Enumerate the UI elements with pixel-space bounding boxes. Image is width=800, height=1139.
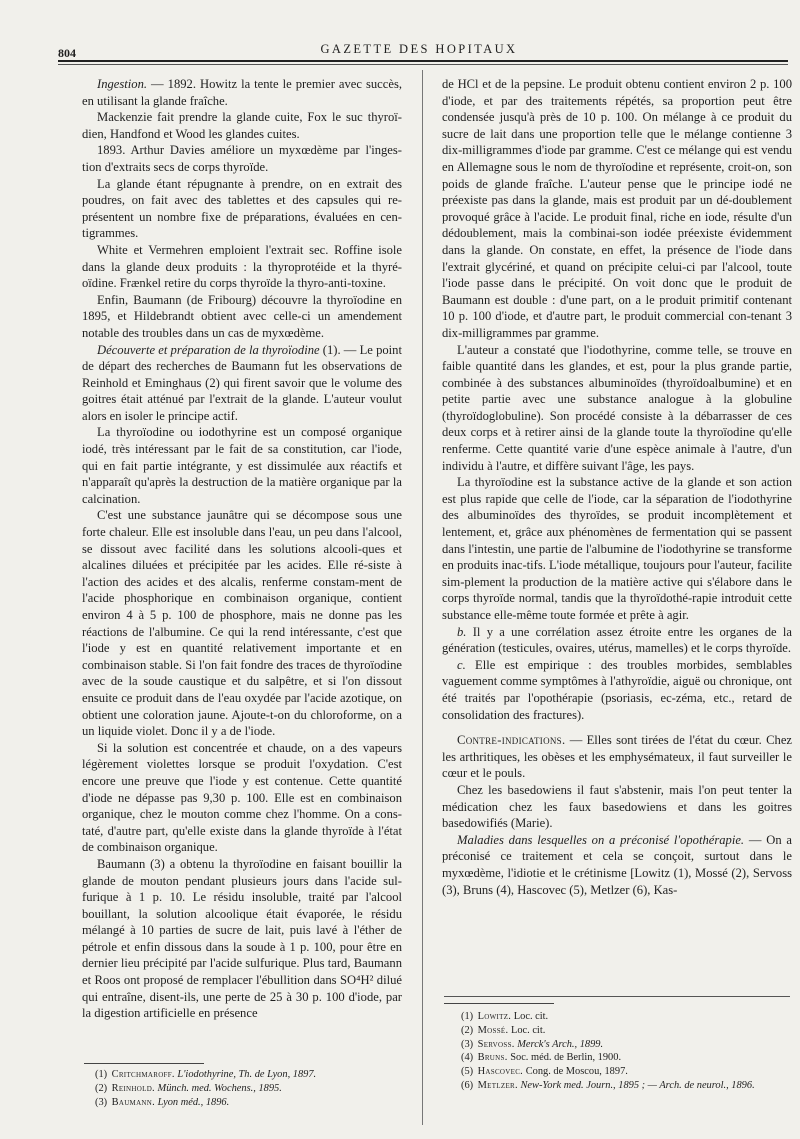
footnote-author: Critchmaroff. xyxy=(111,1069,175,1080)
footnote xyxy=(461,1010,791,1024)
footnote-number: (2) xyxy=(461,1024,474,1036)
header-rule-thick xyxy=(58,60,788,62)
paragraph: Si la solution est concentrée et chaude, on a des vapeurs légèrement violettes lorsque se produit l'oxydation. C'est encore une preuve que l'iode y est contenue. Cette quantité d'iode ne dépasse pas 9,30 p. 100. Elle est en combinaison organique, chez le mouton comme chez l'homme. On a cons-taté, d'autre part, qu'elle existe dans la glande thyroïde à l'état de combinaison organique. xyxy=(82,740,402,855)
section-heading: Découverte et préparation de la thyroïodine xyxy=(97,342,320,357)
paragraph: Enfin, Baumann (de Fribourg) découvre la thyroïodine en 1895, et Hildebrandt obtient avec celle-ci un amendement notable des troubles dans un cas de myxœdème. xyxy=(82,292,402,340)
spacer xyxy=(442,723,792,732)
page-number: 804 xyxy=(58,46,76,60)
footnote-number: (2) xyxy=(95,1082,108,1094)
footnote xyxy=(461,1051,791,1065)
footnote-number: (4) xyxy=(461,1052,474,1064)
paragraph: de HCl et de la pepsine. Le produit obtenu contient environ 2 p. 100 d'iode, et par des traitements répétés, sa proportion peut être condensée jusqu'à près de 10 p. 100. On mélange à ce produit du sucre de lait dans une proportion telle que le mélange contienne 3 dix-milligrammes d'iode par gramme. C'est ce mélange qui est vendu en Allemagne sous le nom de thyroïodine et représente, croit-on, son poids de glande fraîche. L'auteur pense que le principe iodé ne préexiste pas dans la glande, mais est produit par un dé-doublement provoqué grâce à l'acide. Le produit final, riche en iode, résulte d'un dédoublement, mais la combinai-son iodée préexiste évidemment dans la glande. On constate, en effet, la présence de l'iode dans l'extrait glycériné, et quand on précipite celui-ci par l'alcool, toute l'iode passe dans le précipité. On voit donc que le produit de Baumann est double : d'une part, on a le produit primitif contenant 10 p. 100 d'iode, et d'autre part, le produit commercial con-tenant 3 dix-milligrammes par gramme. xyxy=(442,77,792,340)
footnote-author: Lowitz. xyxy=(477,1011,512,1022)
footnote-source: Merck's Arch., 1899. xyxy=(514,1038,604,1050)
footnote-author: Metlzer. xyxy=(477,1079,518,1091)
paragraph xyxy=(442,657,792,723)
footnote-author: Hascovec. xyxy=(477,1066,524,1078)
paragraph: White et Vermehren emploient l'extrait sec. Roffine isole dans la glande deux produits : la thyroprotéide et la thyré-oïdine. Frænkel retire du corps thyroïde la thyro-anti-toxine. xyxy=(82,242,402,291)
footnote-author: Baumann. xyxy=(111,1096,156,1108)
footnote-rule xyxy=(84,1063,204,1064)
footnote xyxy=(95,1068,415,1082)
footnote xyxy=(461,1079,791,1093)
footnote xyxy=(95,1096,415,1110)
paragraph xyxy=(82,76,402,109)
footnote-number: (6) xyxy=(461,1079,474,1091)
paragraph-text: — Elles sont tirées de l'état du cœur. Chez les arthritiques, les obèses et les emphysémateux, il faut surveiller le cœur et le pouls. xyxy=(442,733,792,781)
footnote-source: L'iodothyrine, Th. de Lyon, 1897. xyxy=(174,1069,317,1080)
footnotes-left xyxy=(95,1068,415,1109)
footnote xyxy=(95,1082,415,1096)
paragraph xyxy=(442,624,792,657)
footnote-source: Loc. cit. xyxy=(508,1024,546,1036)
footnote-number: (3) xyxy=(95,1096,108,1108)
section-heading: Contre-indications. xyxy=(457,733,566,748)
paragraph-text: Elle est empirique : des troubles morbides, semblables vaguement comme symptômes à l'athyroïdie, aiguë ou chronique, ont été traités par l'opothérapie (psoriasis, ec-zéma, etc., retard de consolidation des fractures). xyxy=(442,657,792,722)
footnote-number: (5) xyxy=(461,1066,474,1078)
paragraph: La thyroïodine est la substance active de la glande et son action est plus rapide que celle de l'iode, car la séparation de l'iodothyrine des albuminoïdes des thyroïdes, se produit incomplètement et lentement, et, grâce aux phénomènes de fermentation qui se passent dans l'intestin, une partie de l'albumine de l'iodothyrine se transforme en produits inac-tifs. L'iode métallique, toujours pour l'auteur, facilite sim-plement la production de la matière active qui s'élabore dans le corps thyroïde normal, tandis que la thyroïdothé-rapie introduit cette substance elle-même toute formée et prête à agir. xyxy=(442,475,792,622)
footnote-source: Münch. med. Wochens., 1895. xyxy=(154,1082,282,1094)
footnote xyxy=(461,1065,791,1079)
footnote-source: Cong. de Moscou, 1897. xyxy=(523,1066,628,1078)
running-title: GAZETTE DES HOPITAUX xyxy=(320,42,518,56)
paragraph-text: — On a préconisé ce traitement et cela se conçoit, surtout dans le myxœdème, l'idiotie et le crétinisme [Lowitz (1), Mossé (2), Servoss (3), Bruns (4), Hascovec (5), Metlzer (6), Kas- xyxy=(442,832,792,897)
footnote-source: Loc. cit. xyxy=(511,1011,549,1022)
column-divider xyxy=(422,70,423,1125)
section-heading: Maladies dans lesquelles on a préconisé l'opothérapie. xyxy=(457,832,745,847)
left-column xyxy=(82,76,402,1022)
paragraph-text: (1). — Le point de départ des recherches de Baumann fut les observations de Reinhold et Eminghaus (2) qui firent savoir que le volume des goitres était atténué par l'extrait de la glande. L'auteur voulut alors en isoler le principe actif. xyxy=(82,342,402,423)
paragraph: L'auteur a constaté que l'iodothyrine, comme telle, se trouve en faible quantité dans les glandes, et est, pour la plus grande partie, combinée à des substances albuminoïdes (thyroïdoalbumine) et en petite partie avec une substance analogue à la globuline (thyroïdoglobuline). Son procédé consiste à la débarrasser de ces deux corps et à retirer ainsi de la glande toute la thyroïodine qu'elle renferme. Cette quantité varie d'une espèce animale à l'autre, d'un individu à l'autre, et diffère suivant l'âge, les pays. xyxy=(442,342,792,473)
footnote-author: Reinhold. xyxy=(111,1082,155,1094)
paragraph: Baumann (3) a obtenu la thyroïodine en faisant bouillir la glande de mouton pendant plusieurs jours dans l'acide sul-furique à 1 p. 10. Le résidu insoluble, traité par l'alcool bouillant, la solution alcoolique était évaporée, le résidu mélangé à 10 parties de sucre de lait, puis lavé à l'éther de pétrole et enfin dissous dans la soude à 1 p. 100, pour être en dernier lieu précipité par l'acide sulfurique. Plus tard, Baumann et Roos ont proposé de remplacer l'ébullition dans SO⁴H² dilué qui entraîne, disent-ils, une perte de 25 à 30 p. 100 d'iode, par la digestion artificielle en présence xyxy=(82,856,402,1021)
paragraph: La glande étant répugnante à prendre, on en extrait des poudres, on fait avec des tablettes et des capsules qui re-présentent un nombre fixe de préparations, évaluées en cen-tigrammes. xyxy=(82,176,402,241)
footnote-author: Bruns. xyxy=(477,1052,508,1064)
footnotes-right xyxy=(461,1010,791,1093)
paragraph xyxy=(82,342,402,425)
footnote-rule xyxy=(444,1003,554,1004)
column-end-rule xyxy=(444,996,790,997)
footnote-source: Lyon méd., 1896. xyxy=(155,1096,230,1108)
footnote-author: Mossé. xyxy=(477,1024,509,1036)
footnote-number: (3) xyxy=(461,1038,474,1050)
paragraph xyxy=(442,732,792,782)
right-column xyxy=(442,76,792,898)
paragraph xyxy=(442,832,792,898)
footnote-number: (1) xyxy=(461,1011,474,1022)
footnote-number: (1) xyxy=(95,1069,108,1080)
page-header xyxy=(58,34,780,60)
paragraph: Chez les basedowiens il faut s'abstenir, mais l'on peut tenter la médication chez les faux basedowiens et dans les goitres basedowifiés (Marie). xyxy=(442,782,792,831)
footnote-author: Servoss. xyxy=(477,1038,515,1050)
footnote xyxy=(461,1038,791,1052)
section-heading: Ingestion. xyxy=(97,77,148,91)
footnote-source: New-York med. Journ., 1895 ; — Arch. de neurol., 1896. xyxy=(517,1079,755,1091)
list-marker: b. xyxy=(457,624,467,639)
paragraph-text: Il y a une corrélation assez étroite entre les organes de la génération (testicules, ovaires, utérus, mamelles) et le corps thyroïde. xyxy=(442,624,792,656)
footnote-source: Soc. méd. de Berlin, 1900. xyxy=(507,1052,622,1064)
paragraph: 1893. Arthur Davies améliore un myxœdème par l'inges-tion d'extraits secs de corps thyroïde. xyxy=(82,143,402,174)
paragraph: Mackenzie fait prendre la glande cuite, Fox le suc thyroï-dien, Handfond et Wood les glandes cuites. xyxy=(82,110,402,141)
list-marker: c. xyxy=(457,657,466,672)
paragraph: La thyroïodine ou iodothyrine est un composé organique iodé, très intéressant par le fait de sa constitution, car l'iode, qui en fait partie intégrante, y est dissimulée aux réactifs et n'apparaît qu'après la destruction de la matière organique par la calcination. xyxy=(82,425,402,506)
paragraph: C'est une substance jaunâtre qui se décompose sous une forte chaleur. Elle est insoluble dans l'eau, un peu dans l'alcool, se dissout avec facilité dans les solutions alcooli-ques et alcalines diluées et précipitée par les acides. Elle ré-siste à l'action des acides et des alcalis, renferme constam-ment de l'acide phosphorique en combinaison organique, contient environ 4 à 5 p. 100 de phosphore, mais ne donne pas les réactions de l'albumine. Ce qui la rend intéressante, c'est que l'iode y est en quantité relativement importante et en combinaison stable. Si l'on fait fondre des traces de thyroïodine avec de la soude caustique et du salpêtre, et si l'on dissout ensuite ce produit dans de l'eau oxydée par l'acide azotique, on obtient une coloration jaune. Ajoute-t-on du chloroforme, on a un liquide violet. Donc il y a de l'iode. xyxy=(82,508,402,739)
header-rule-thin xyxy=(58,64,788,65)
paragraph-text: — 1892. Howitz la tente le premier avec succès, en utilisant la glande fraîche. xyxy=(82,77,402,108)
footnote xyxy=(461,1024,791,1038)
